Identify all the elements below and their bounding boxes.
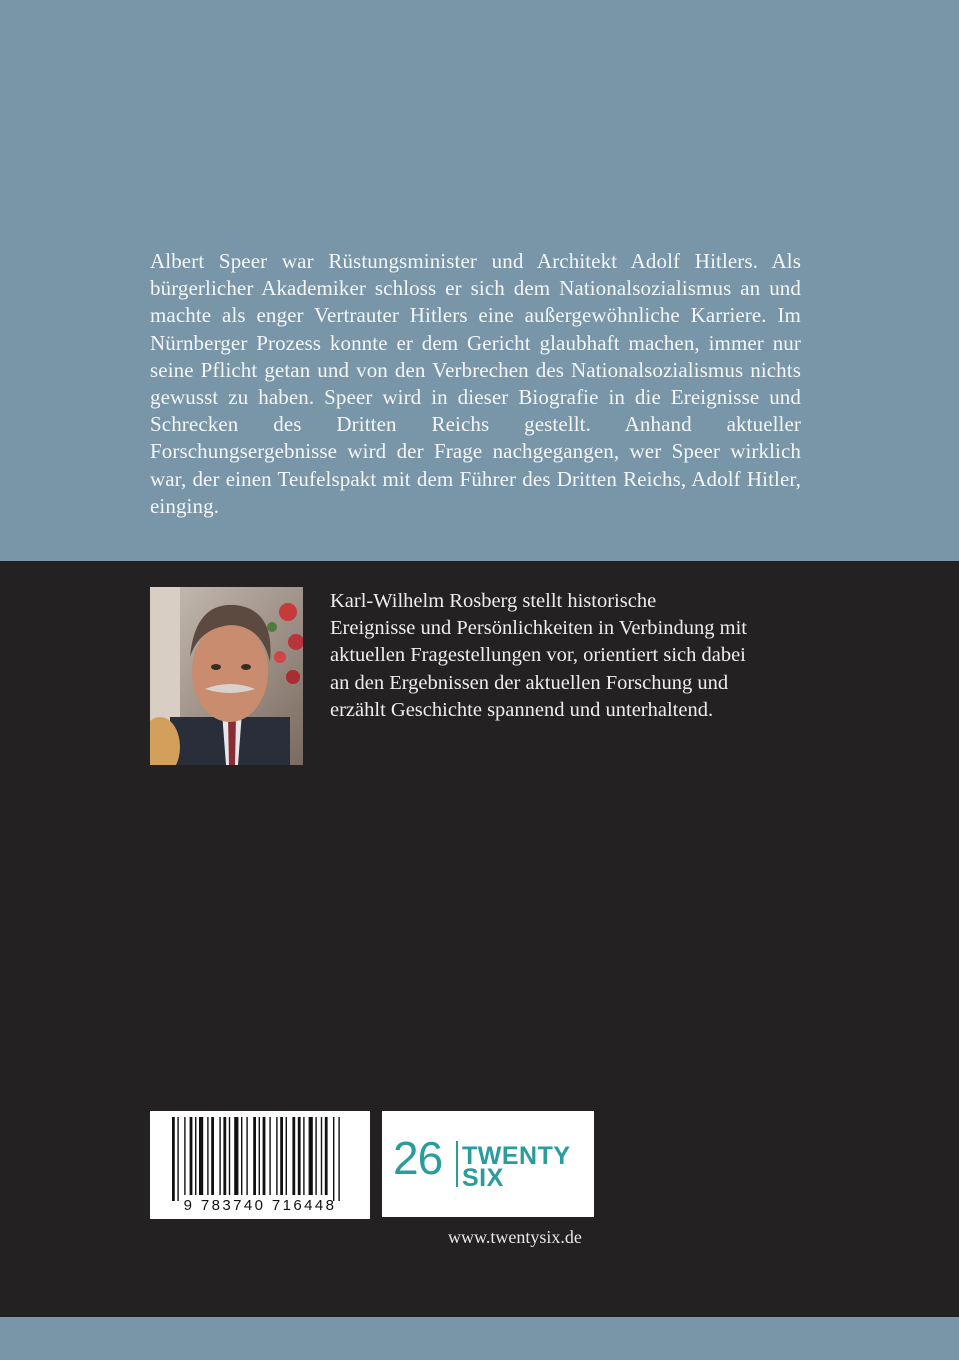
logo-word-twenty: TWENTY: [462, 1142, 571, 1170]
bottom-band: [0, 1317, 959, 1360]
isbn-barcode: [150, 1111, 370, 1219]
logo-divider: [456, 1141, 458, 1187]
bio-line: aktuellen Fragestellungen vor, orientiert sich dabei: [330, 644, 746, 667]
book-blurb: Albert Speer war Rüstungsminister und Architekt Adolf Hitlers. Als bürgerlicher Akademiker schloss er sich dem Nationalsozialismus an und machte als enger Vertrauter Hitlers eine außergewöhnliche Karriere. Im Nürnberger Prozess konnte er dem Gericht glaubhaft machen, immer nur seine Pflicht getan und von den Verbrechen des Nationalsozialismus nichts gewusst zu haben. Speer wird in dieser Biografie in die Ereignisse und Schrecken des Dritten Reichs gestellt. Anhand aktueller Forschungsergebnisse wird der Frage nachgegangen, wer Speer wirklich war, der einen Teufelspakt mit dem Führer des Dritten Reichs, Adolf Hitler, einging.: [150, 249, 801, 518]
author-photo: [150, 587, 303, 765]
publisher-logo: [382, 1111, 594, 1217]
bio-line: Karl-Wilhelm Rosberg stellt historische: [330, 590, 657, 612]
publisher-website: www.twentysix.de: [448, 1227, 582, 1247]
bio-line: erzählt Geschichte spannend und unterhaltend.: [330, 698, 714, 721]
bio-line: Ereignisse und Persönlichkeiten in Verbindung mit: [330, 617, 747, 640]
author-bio: [330, 588, 810, 724]
logo-number: 26: [393, 1132, 443, 1184]
logo-word-six: SIX: [462, 1164, 504, 1192]
barcode-number: 9 783740 716448: [183, 1197, 337, 1214]
bio-line: an den Ergebnissen der aktuellen Forschung und: [330, 671, 729, 694]
